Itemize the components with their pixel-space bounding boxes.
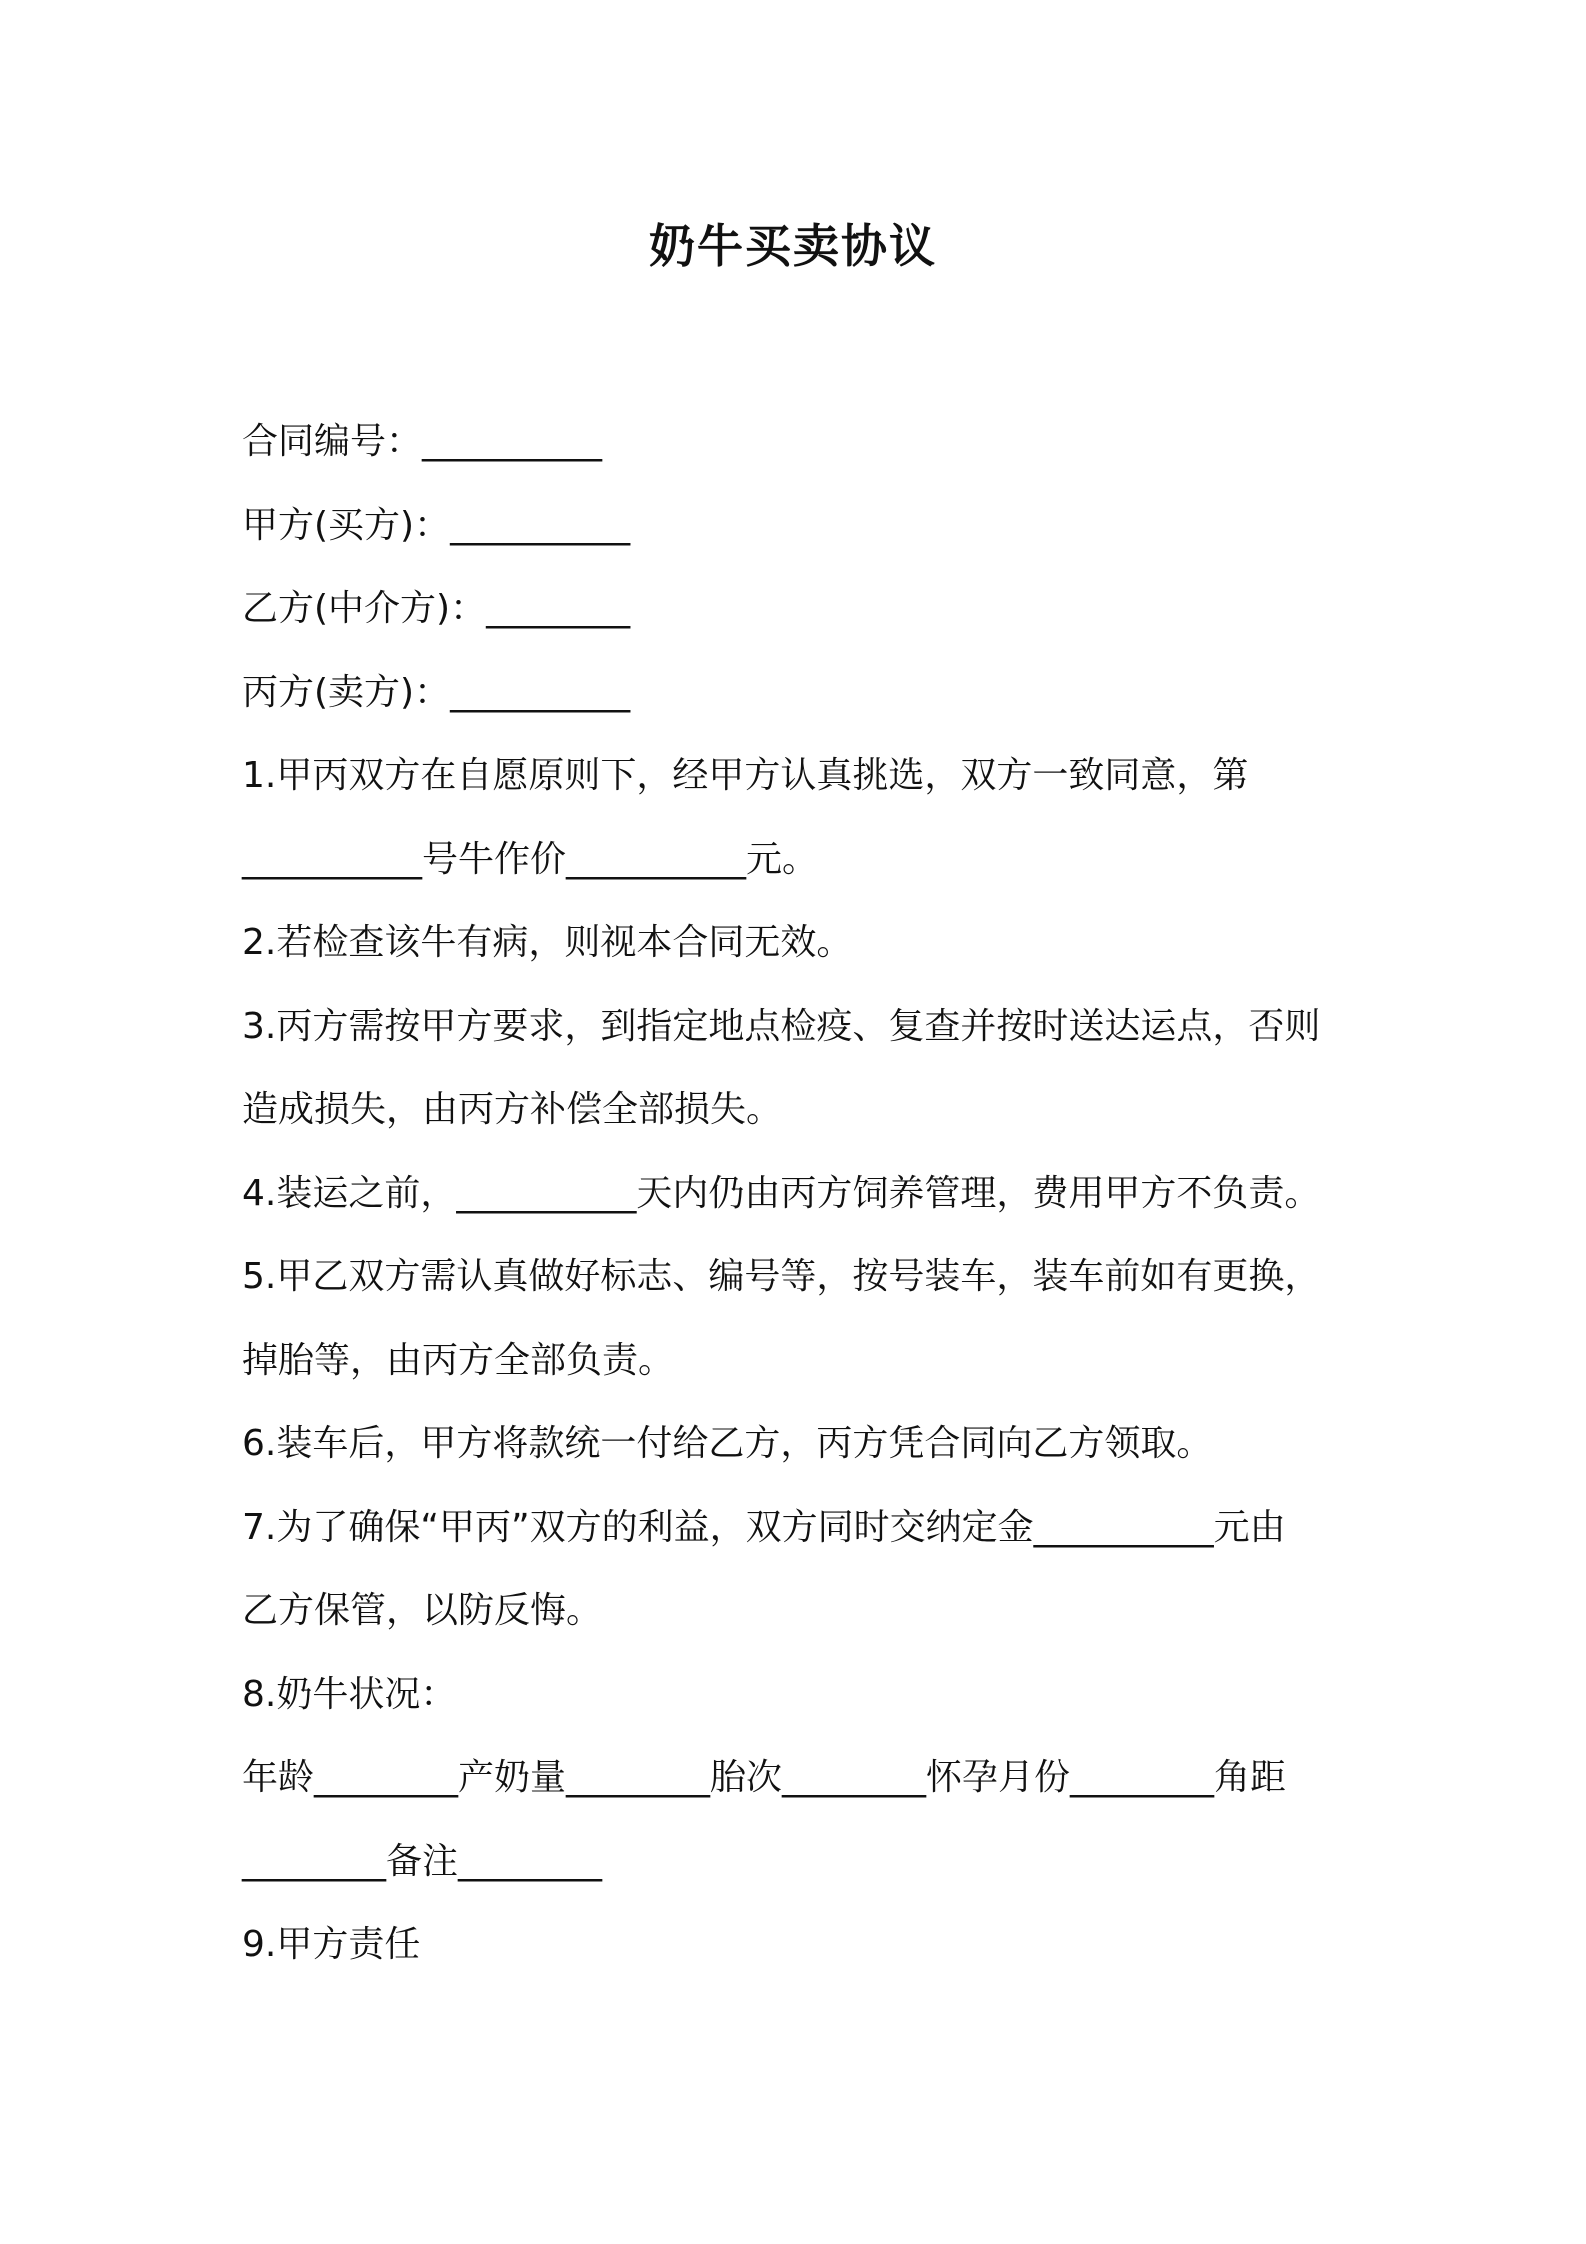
clause-3-line-2: 造成损失，由丙方补偿全部损失。 xyxy=(242,1089,783,1130)
clause-7-line-1: 7.为了确保“甲丙”双方的利益，双方同时交纳定金__________元由 xyxy=(242,1506,1286,1548)
clause-5-line-1: 5.甲乙双方需认真做好标志、编号等，按号装车，装车前如有更换， xyxy=(242,1256,1321,1297)
clause-4-line: 4.装运之前，__________天内仍由丙方饲养管理，费用甲方不负责。 xyxy=(242,1172,1321,1214)
party-a-line: 甲方(买方)：__________ xyxy=(242,504,631,546)
clause-1-line-2: __________号牛作价__________元。 xyxy=(242,838,819,880)
clause-2-line: 2.若检查该牛有病，则视本合同无效。 xyxy=(242,922,853,963)
clause-5-line-2: 掉胎等，由丙方全部负责。 xyxy=(242,1339,675,1381)
contract-number-line: 合同编号：__________ xyxy=(242,421,603,462)
clause-9-heading: 9.甲方责任 xyxy=(242,1924,421,1965)
party-c-line: 丙方(卖方)：__________ xyxy=(242,671,631,713)
party-b-line: 乙方(中介方)：________ xyxy=(242,588,631,629)
clause-8-line-2: ________备注________ xyxy=(242,1840,603,1882)
clause-6-line: 6.装车后，甲方将款统一付给乙方，丙方凭合同向乙方领取。 xyxy=(242,1423,1213,1464)
clause-8-heading: 8.奶牛状况： xyxy=(242,1673,457,1715)
clause-3-line-1: 3.丙方需按甲方要求，到指定地点检疫、复查并按时送达运点，否则 xyxy=(242,1005,1321,1047)
clause-8-line-1: 年龄________产奶量________胎次________怀孕月份________角距 xyxy=(242,1757,1287,1798)
document-body xyxy=(242,400,1352,1987)
clause-7-line-2: 乙方保管，以防反悔。 xyxy=(242,1590,603,1631)
document-title: 奶牛买卖协议 xyxy=(649,219,937,273)
clause-1-line-1: 1.甲丙双方在自愿原则下，经甲方认真挑选，双方一致同意，第 xyxy=(242,755,1249,796)
